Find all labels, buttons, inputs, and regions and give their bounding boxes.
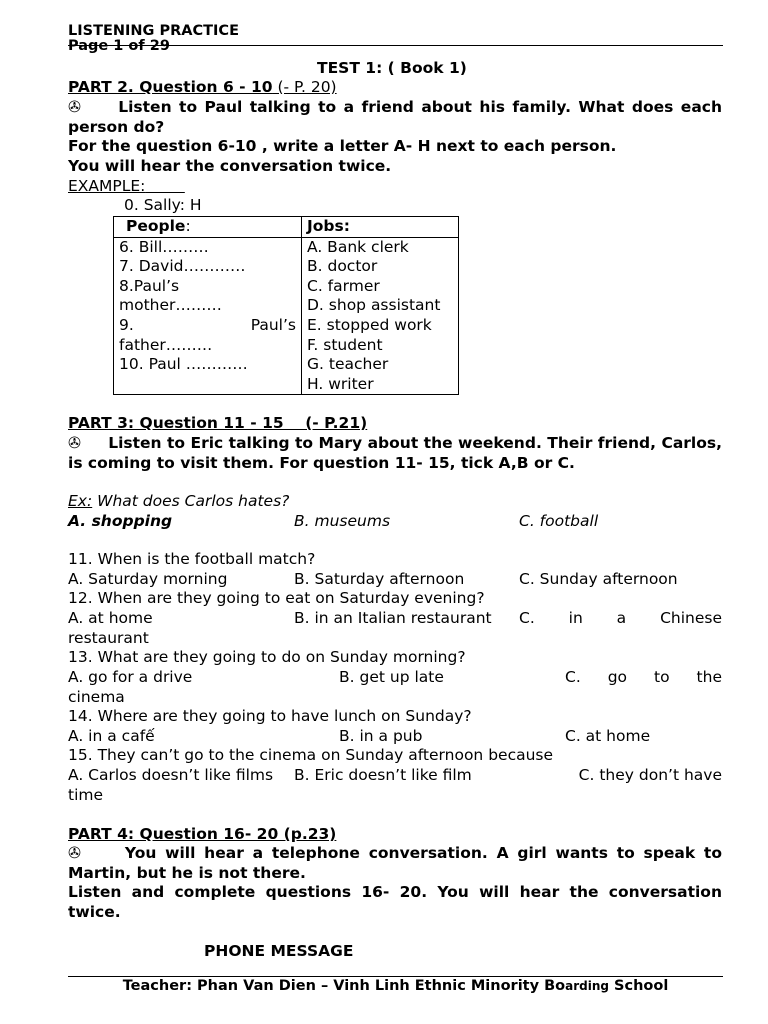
q15-option-c-continued: time: [68, 786, 104, 804]
q13-option-c-continued: cinema: [68, 688, 125, 706]
header-title: LISTENING PRACTICE: [68, 23, 239, 39]
phone-message-title: PHONE MESSAGE: [204, 942, 354, 960]
cassette-icon: ✇: [68, 434, 81, 452]
part4-heading: PART 4: Question 16- 20 (p.23): [68, 825, 337, 843]
table-header-row: [114, 217, 459, 238]
question-11: 11. When is the football match?: [68, 550, 316, 568]
table-row: [114, 237, 459, 395]
q13-option-b: B. get up late: [339, 668, 444, 686]
part3-instruction: ✇ Listen to Eric talking to Mary about the weekend. Their friend, Carlos, is coming to visit them. For question 11- 15, tick A,B or C.: [68, 434, 722, 472]
q12-option-b: B. in an Italian restaurant: [294, 609, 492, 627]
q13-option-c: C. go to the: [565, 668, 722, 686]
q14-option-a: A. in a cafế: [68, 727, 155, 745]
cassette-icon: ✇: [68, 98, 81, 116]
q13-option-a: A. go for a drive: [68, 668, 193, 686]
people-header: People:: [114, 217, 302, 238]
question-13: 13. What are they going to do on Sunday morning?: [68, 648, 466, 666]
q15-option-b: B. Eric doesn’t like film: [294, 766, 472, 784]
part2-page-ref: (- P. 20): [272, 78, 337, 96]
q11-option-c: C. Sunday afternoon: [519, 570, 678, 588]
example-option-b: B. museums: [294, 512, 391, 530]
part3-heading: PART 3: Question 11 - 15 (- P.21): [68, 414, 368, 432]
example-label: EXAMPLE:: [68, 177, 146, 195]
part2-instruction-1: ✇ Listen to Paul talking to a friend about his family. What does each person do?: [68, 98, 722, 136]
q14-option-b: B. in a pub: [339, 727, 423, 745]
question-15: 15. They can’t go to the cinema on Sunday afternoon because: [68, 746, 554, 764]
example-question: Ex: What does Carlos hates?: [68, 492, 290, 510]
q15-option-c: C. they don’t have: [578, 766, 722, 784]
example-option-a: A. shopping: [68, 512, 173, 530]
footer-text: Teacher: Phan Van Dien – Vinh Linh Ethnic Minority Boarding School: [122, 978, 669, 994]
jobs-header: Jobs:: [302, 217, 459, 238]
question-12: 12. When are they going to eat on Saturday evening?: [68, 589, 485, 607]
example-answer: 0. Sally: H: [124, 196, 202, 214]
q11-option-a: A. Saturday morning: [68, 570, 228, 588]
cassette-icon: ✇: [68, 844, 81, 862]
people-list: 6. Bill……… 7. David………… 8.Paul’s mother……… 9. Paul’s father……… 10. Paul …………: [114, 237, 302, 395]
part4-instruction-2: Listen and complete questions 16- 20. You will hear the conversation twice.: [68, 883, 722, 921]
q12-option-a: A. at home: [68, 609, 153, 627]
q11-option-b: B. Saturday afternoon: [294, 570, 465, 588]
header-page-number: Page 1 of 29: [68, 38, 170, 54]
part2-instruction-3: You will hear the conversation twice.: [68, 157, 392, 175]
q15-option-a: A. Carlos doesn’t like films: [68, 766, 274, 784]
part2-instruction-2: For the question 6-10 , write a letter A- H next to each person.: [68, 137, 617, 155]
jobs-list: A. Bank clerk B. doctor C. farmer D. shop assistant E. stopped work F. student G. teacher H. writer: [302, 237, 459, 395]
q14-option-c: C. at home: [565, 727, 651, 745]
people-jobs-table: [113, 216, 459, 395]
q12-option-c: C. in a Chinese: [519, 609, 722, 627]
q12-option-c-continued: restaurant: [68, 629, 149, 647]
test-title: TEST 1: ( Book 1): [317, 59, 467, 77]
question-14: 14. Where are they going to have lunch on Sunday?: [68, 707, 472, 725]
part2-heading: [68, 78, 337, 98]
part2-heading-text: PART 2. Question 6 - 10: [68, 78, 273, 96]
part4-instruction-1: ✇ You will hear a telephone conversation. A girl wants to speak to Martin, but he is not there.: [68, 844, 722, 882]
header-rule: [68, 45, 723, 46]
example-option-c: C. football: [519, 512, 599, 530]
